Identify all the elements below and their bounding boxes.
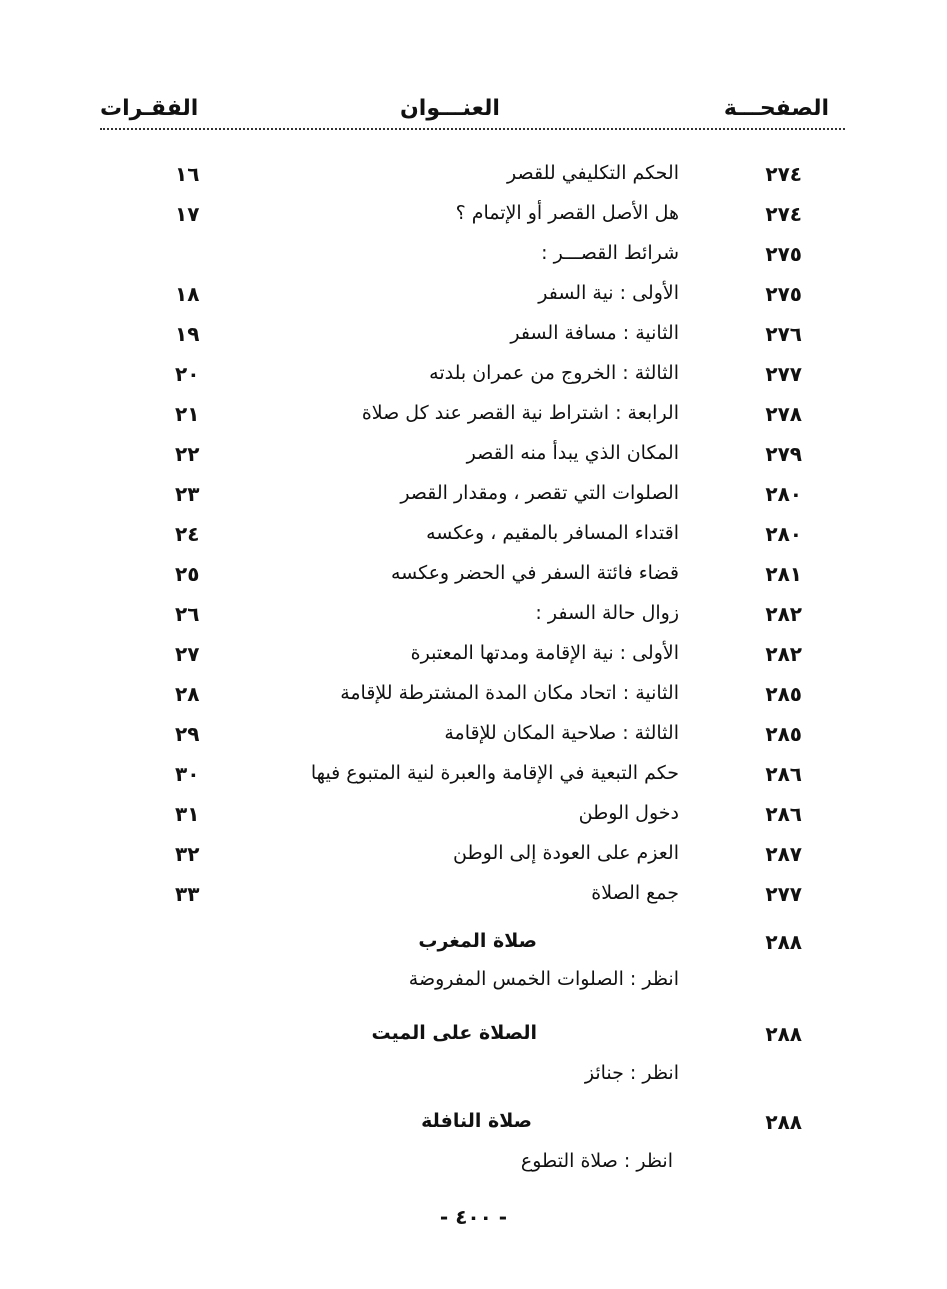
entry-title: قضاء فائتة السفر في الحضر وعكسه	[390, 562, 679, 584]
index-row	[0, 642, 947, 676]
page-number: ٢٧٤	[765, 202, 802, 226]
page-number: ٢٧٩	[765, 442, 802, 466]
header-dotted-divider	[100, 128, 845, 130]
section-heading-row	[0, 1110, 947, 1144]
paragraph-number: ٢٣	[175, 482, 200, 506]
paragraph-number: ٢٦	[175, 602, 200, 626]
paragraph-number: ٢٤	[175, 522, 200, 546]
entry-title: الأولى : نية السفر	[538, 282, 679, 304]
page-number: ٢٨٥	[765, 682, 802, 706]
index-row	[0, 162, 947, 196]
see-also-reference: انظر : جنائز	[584, 1062, 679, 1084]
see-also-row	[0, 968, 947, 1002]
page-number: ٢٨٨	[765, 1022, 802, 1046]
entry-title: شرائط القصـــر :	[541, 242, 679, 264]
header-page-column: الصفحـــة	[723, 96, 829, 121]
index-row	[0, 882, 947, 916]
page-number: ٢٧٨	[765, 402, 802, 426]
paragraph-number: ٢١	[175, 402, 200, 426]
section-title: صلاة النافلة	[421, 1110, 532, 1132]
page-number: ٢٧٧	[765, 362, 802, 386]
page-number: ٢٨٦	[765, 762, 802, 786]
page-number: ٢٨٢	[765, 642, 802, 666]
entry-title: المكان الذي يبدأ منه القصر	[466, 442, 679, 464]
page-number: ٢٨٨	[765, 930, 802, 954]
paragraph-number: ٢٧	[175, 642, 200, 666]
entry-title: الثانية : مسافة السفر	[510, 322, 679, 344]
paragraph-number: ٢٩	[175, 722, 200, 746]
entry-title: العزم على العودة إلى الوطن	[453, 842, 679, 864]
page-number: ٢٨٥	[765, 722, 802, 746]
entry-title: الحكم التكليفي للقصر	[507, 162, 679, 184]
page-number: ٢٧٦	[765, 322, 802, 346]
paragraph-number: ١٦	[175, 162, 200, 186]
see-also-row	[0, 1150, 947, 1184]
entry-title: الثالثة : الخروج من عمران بلدته	[429, 362, 679, 384]
page-number: ٢٨٠	[765, 522, 802, 546]
entry-title: الأولى : نية الإقامة ومدتها المعتبرة	[410, 642, 679, 664]
header-paragraphs-column: الفقـرات	[100, 96, 199, 121]
index-row	[0, 562, 947, 596]
index-row	[0, 402, 947, 436]
index-row	[0, 242, 947, 276]
entry-title: الثانية : اتحاد مكان المدة المشترطة للإقامة	[340, 682, 679, 704]
paragraph-number: ٣١	[175, 802, 200, 826]
section-heading-row	[0, 930, 947, 964]
see-also-row	[0, 1062, 947, 1096]
entry-title: جمع الصلاة	[591, 882, 679, 904]
index-row	[0, 202, 947, 236]
page-number: ٢٨٨	[765, 1110, 802, 1134]
section-heading-row	[0, 1022, 947, 1056]
header-title-column: العنـــوان	[400, 96, 500, 121]
index-row	[0, 762, 947, 796]
index-row	[0, 322, 947, 356]
entry-title: دخول الوطن	[578, 802, 679, 824]
paragraph-number: ١٧	[175, 202, 200, 226]
index-row	[0, 602, 947, 636]
entry-title: اقتداء المسافر بالمقيم ، وعكسه	[426, 522, 679, 544]
index-row	[0, 802, 947, 836]
page-number: ٢٧٧	[765, 882, 802, 906]
entry-title: الثالثة : صلاحية المكان للإقامة	[444, 722, 679, 744]
page-number: ٢٨٦	[765, 802, 802, 826]
paragraph-number: ٣٣	[175, 882, 200, 906]
index-row	[0, 282, 947, 316]
page-number: ٢٧٤	[765, 162, 802, 186]
paragraph-number: ٣٢	[175, 842, 200, 866]
index-row	[0, 682, 947, 716]
index-row	[0, 482, 947, 516]
index-row	[0, 362, 947, 396]
page-number: ٢٨١	[765, 562, 802, 586]
entry-title: الصلوات التي تقصر ، ومقدار القصر	[400, 482, 679, 504]
paragraph-number: ٢٥	[175, 562, 200, 586]
index-row	[0, 842, 947, 876]
paragraph-number: ١٩	[175, 322, 200, 346]
entry-title: هل الأصل القصر أو الإتمام ؟	[455, 202, 679, 224]
page-number: ٢٨٧	[765, 842, 802, 866]
page-number: ٢٨٢	[765, 602, 802, 626]
entry-title: زوال حالة السفر :	[535, 602, 679, 624]
index-row	[0, 522, 947, 556]
page-number: ٢٧٥	[765, 282, 802, 306]
paragraph-number: ٣٠	[175, 762, 200, 786]
entry-title: حكم التبعية في الإقامة والعبرة لنية المتبوع فيها	[310, 762, 679, 784]
see-also-reference: انظر : الصلوات الخمس المفروضة	[408, 968, 679, 990]
index-row	[0, 722, 947, 756]
paragraph-number: ١٨	[175, 282, 200, 306]
section-title: صلاة المغرب	[418, 930, 537, 952]
page-number: ٢٨٠	[765, 482, 802, 506]
paragraph-number: ٢٢	[175, 442, 200, 466]
paragraph-number: ٢٠	[175, 362, 200, 386]
entry-title: الرابعة : اشتراط نية القصر عند كل صلاة	[361, 402, 679, 424]
see-also-reference: انظر : صلاة التطوع	[520, 1150, 673, 1172]
page-footer-number: - ٤٠٠ -	[439, 1205, 508, 1229]
page-number: ٢٧٥	[765, 242, 802, 266]
paragraph-number: ٢٨	[175, 682, 200, 706]
section-title: الصلاة على الميت	[371, 1022, 537, 1044]
index-row	[0, 442, 947, 476]
